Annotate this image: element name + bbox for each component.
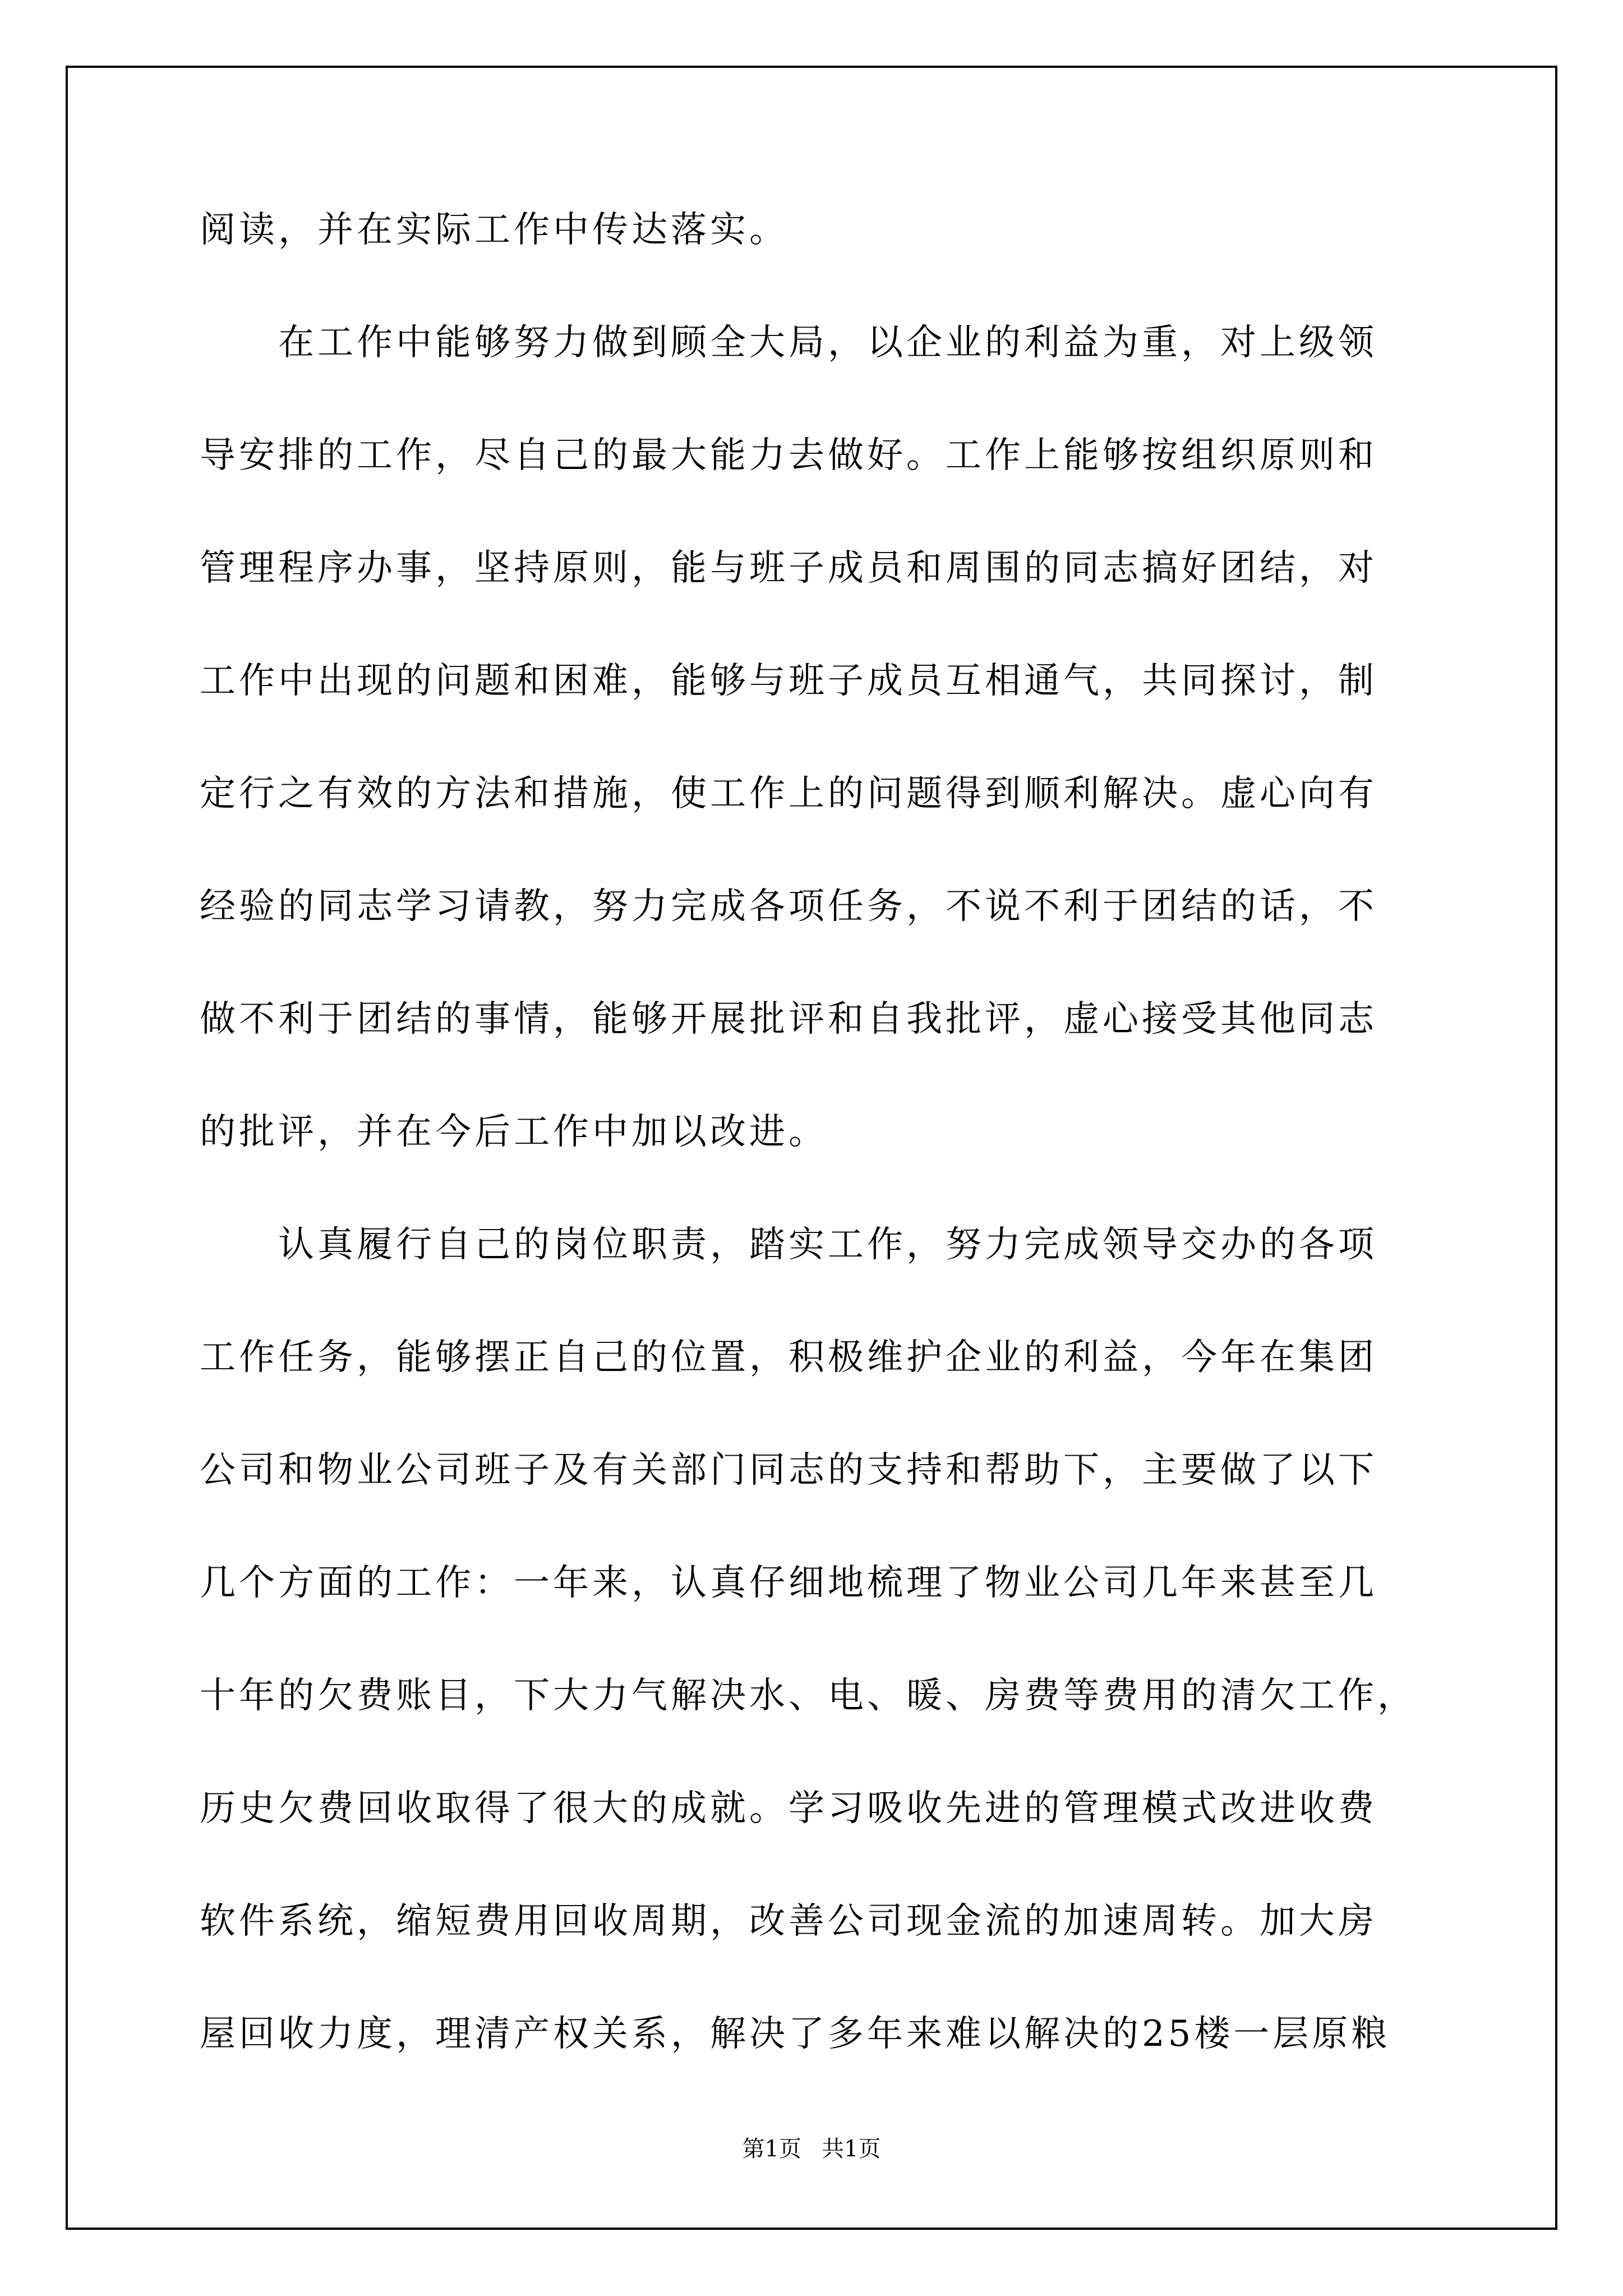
text-line: 认真履行自己的岗位职责，踏实工作，努力完成领导交办的各项 (200, 1224, 1377, 1266)
page-footer (0, 2135, 1623, 2163)
text-line: 几个方面的工作：一年来，认真仔细地梳理了物业公司几年来甚至几 (200, 1562, 1377, 1604)
text-line: 十年的欠费账目，下大力气解决水、电、暖、房费等费用的清欠工作， (200, 1675, 1417, 1717)
text-line: 做不利于团结的事情，能够开展批评和自我批评，虚心接受其他同志 (200, 999, 1377, 1040)
text-line: 经验的同志学习请教，努力完成各项任务，不说不利于团结的话，不 (200, 886, 1377, 927)
text-line: 管理程序办事，坚持原则，能与班子成员和周围的同志搞好团结，对 (200, 547, 1377, 589)
text-line: 在工作中能够努力做到顾全大局，以企业的利益为重，对上级领 (200, 322, 1377, 364)
text-line: 工作中出现的问题和困难，能够与班子成员互相通气，共同探讨，制 (200, 660, 1377, 702)
text-line: 阅读，并在实际工作中传达落实。 (200, 209, 789, 251)
text-line: 公司和物业公司班子及有关部门同志的支持和帮助下，主要做了以下 (200, 1450, 1377, 1491)
page-total: 共1页 (822, 2136, 881, 2162)
text-line: 工作任务，能够摆正自己的位置，积极维护企业的利益，今年在集团 (200, 1337, 1377, 1378)
text-line: 屋回收力度，理清产权关系，解决了多年来难以解决的25楼一层原粮 (200, 2013, 1391, 2055)
text-line: 导安排的工作，尽自己的最大能力去做好。工作上能够按组织原则和 (200, 435, 1377, 476)
page-number: 第1页 (742, 2136, 801, 2162)
text-line: 定行之有效的方法和措施，使工作上的问题得到顺利解决。虚心向有 (200, 773, 1377, 815)
text-line: 的批评，并在今后工作中加以改进。 (200, 1111, 828, 1153)
text-line: 历史欠费回收取得了很大的成就。学习吸收先进的管理模式改进收费 (200, 1788, 1377, 1829)
text-line: 软件系统，缩短费用回收周期，改善公司现金流的加速周转。加大房 (200, 1901, 1377, 1942)
